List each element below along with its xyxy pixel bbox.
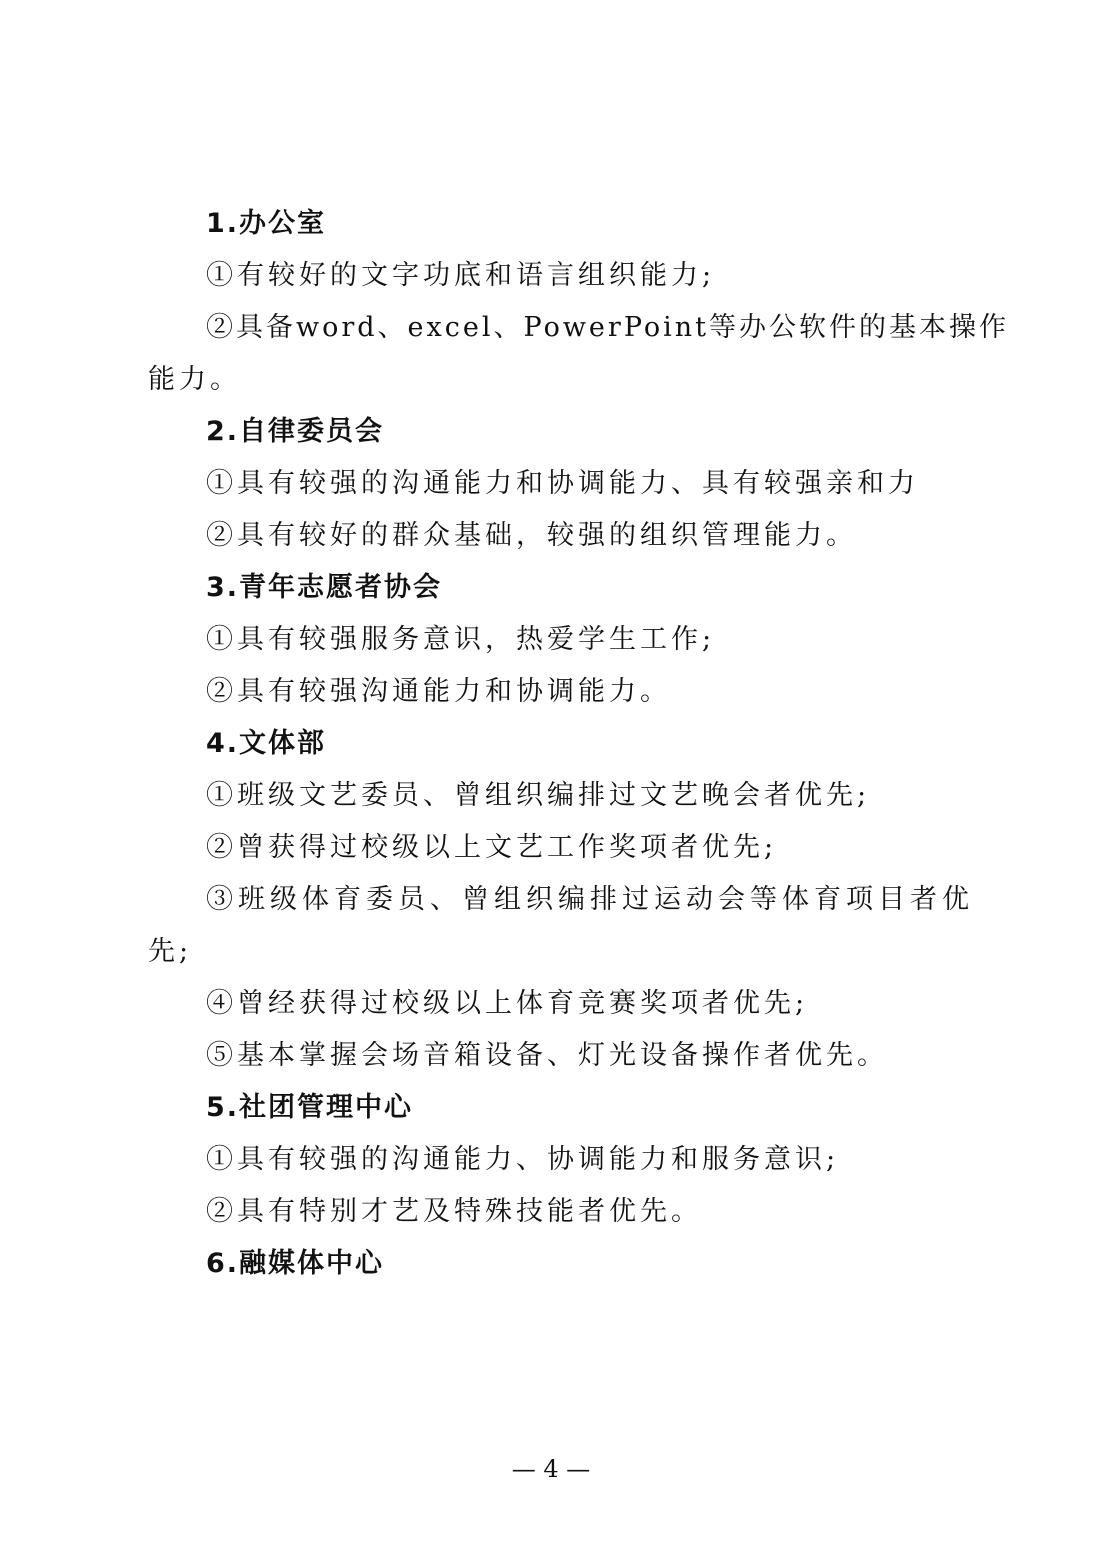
office-item-1: ①有较好的文字功底和语言组织能力; xyxy=(206,260,716,291)
club-item-2: ②具有特别才艺及特殊技能者优先。 xyxy=(206,1196,702,1227)
arts-sports-item-3-continued: 先; xyxy=(148,936,193,967)
volunteer-item-1: ①具有较强服务意识，热爱学生工作; xyxy=(206,624,716,655)
club-item-1: ①具有较强的沟通能力、协调能力和服务意识; xyxy=(206,1144,840,1175)
section-heading-volunteer-association: 3.青年志愿者协会 xyxy=(206,572,443,603)
office-item-2-continued: 能力。 xyxy=(148,364,241,395)
arts-sports-item-5: ⑤基本掌握会场音箱设备、灯光设备操作者优先。 xyxy=(206,1040,888,1071)
volunteer-item-2: ②具有较强沟通能力和协调能力。 xyxy=(206,676,671,707)
section-heading-media-center: 6.融媒体中心 xyxy=(206,1248,385,1279)
arts-sports-item-1: ①班级文艺委员、曾组织编排过文艺晚会者优先; xyxy=(206,780,871,811)
document-body xyxy=(148,198,1010,1290)
section-heading-discipline-committee: 2.自律委员会 xyxy=(206,416,385,447)
arts-sports-item-4: ④曾经获得过校级以上体育竞赛奖项者优先; xyxy=(206,988,809,1019)
section-heading-office: 1.办公室 xyxy=(206,208,327,239)
arts-sports-item-3: ③班级体育委员、曾组织编排过运动会等体育项目者优 xyxy=(206,884,974,915)
arts-sports-item-2: ②曾获得过校级以上文艺工作奖项者优先; xyxy=(206,832,778,863)
discipline-item-1: ①具有较强的沟通能力和协调能力、具有较强亲和力 xyxy=(206,468,919,499)
discipline-item-2: ②具有较好的群众基础，较强的组织管理能力。 xyxy=(206,520,857,551)
page-number: — 4 — xyxy=(511,1455,591,1483)
office-item-2: ②具备word、excel、PowerPoint等办公软件的基本操作 xyxy=(206,312,1010,343)
section-heading-club-management: 5.社团管理中心 xyxy=(206,1092,414,1123)
section-heading-arts-sports: 4.文体部 xyxy=(206,728,327,759)
